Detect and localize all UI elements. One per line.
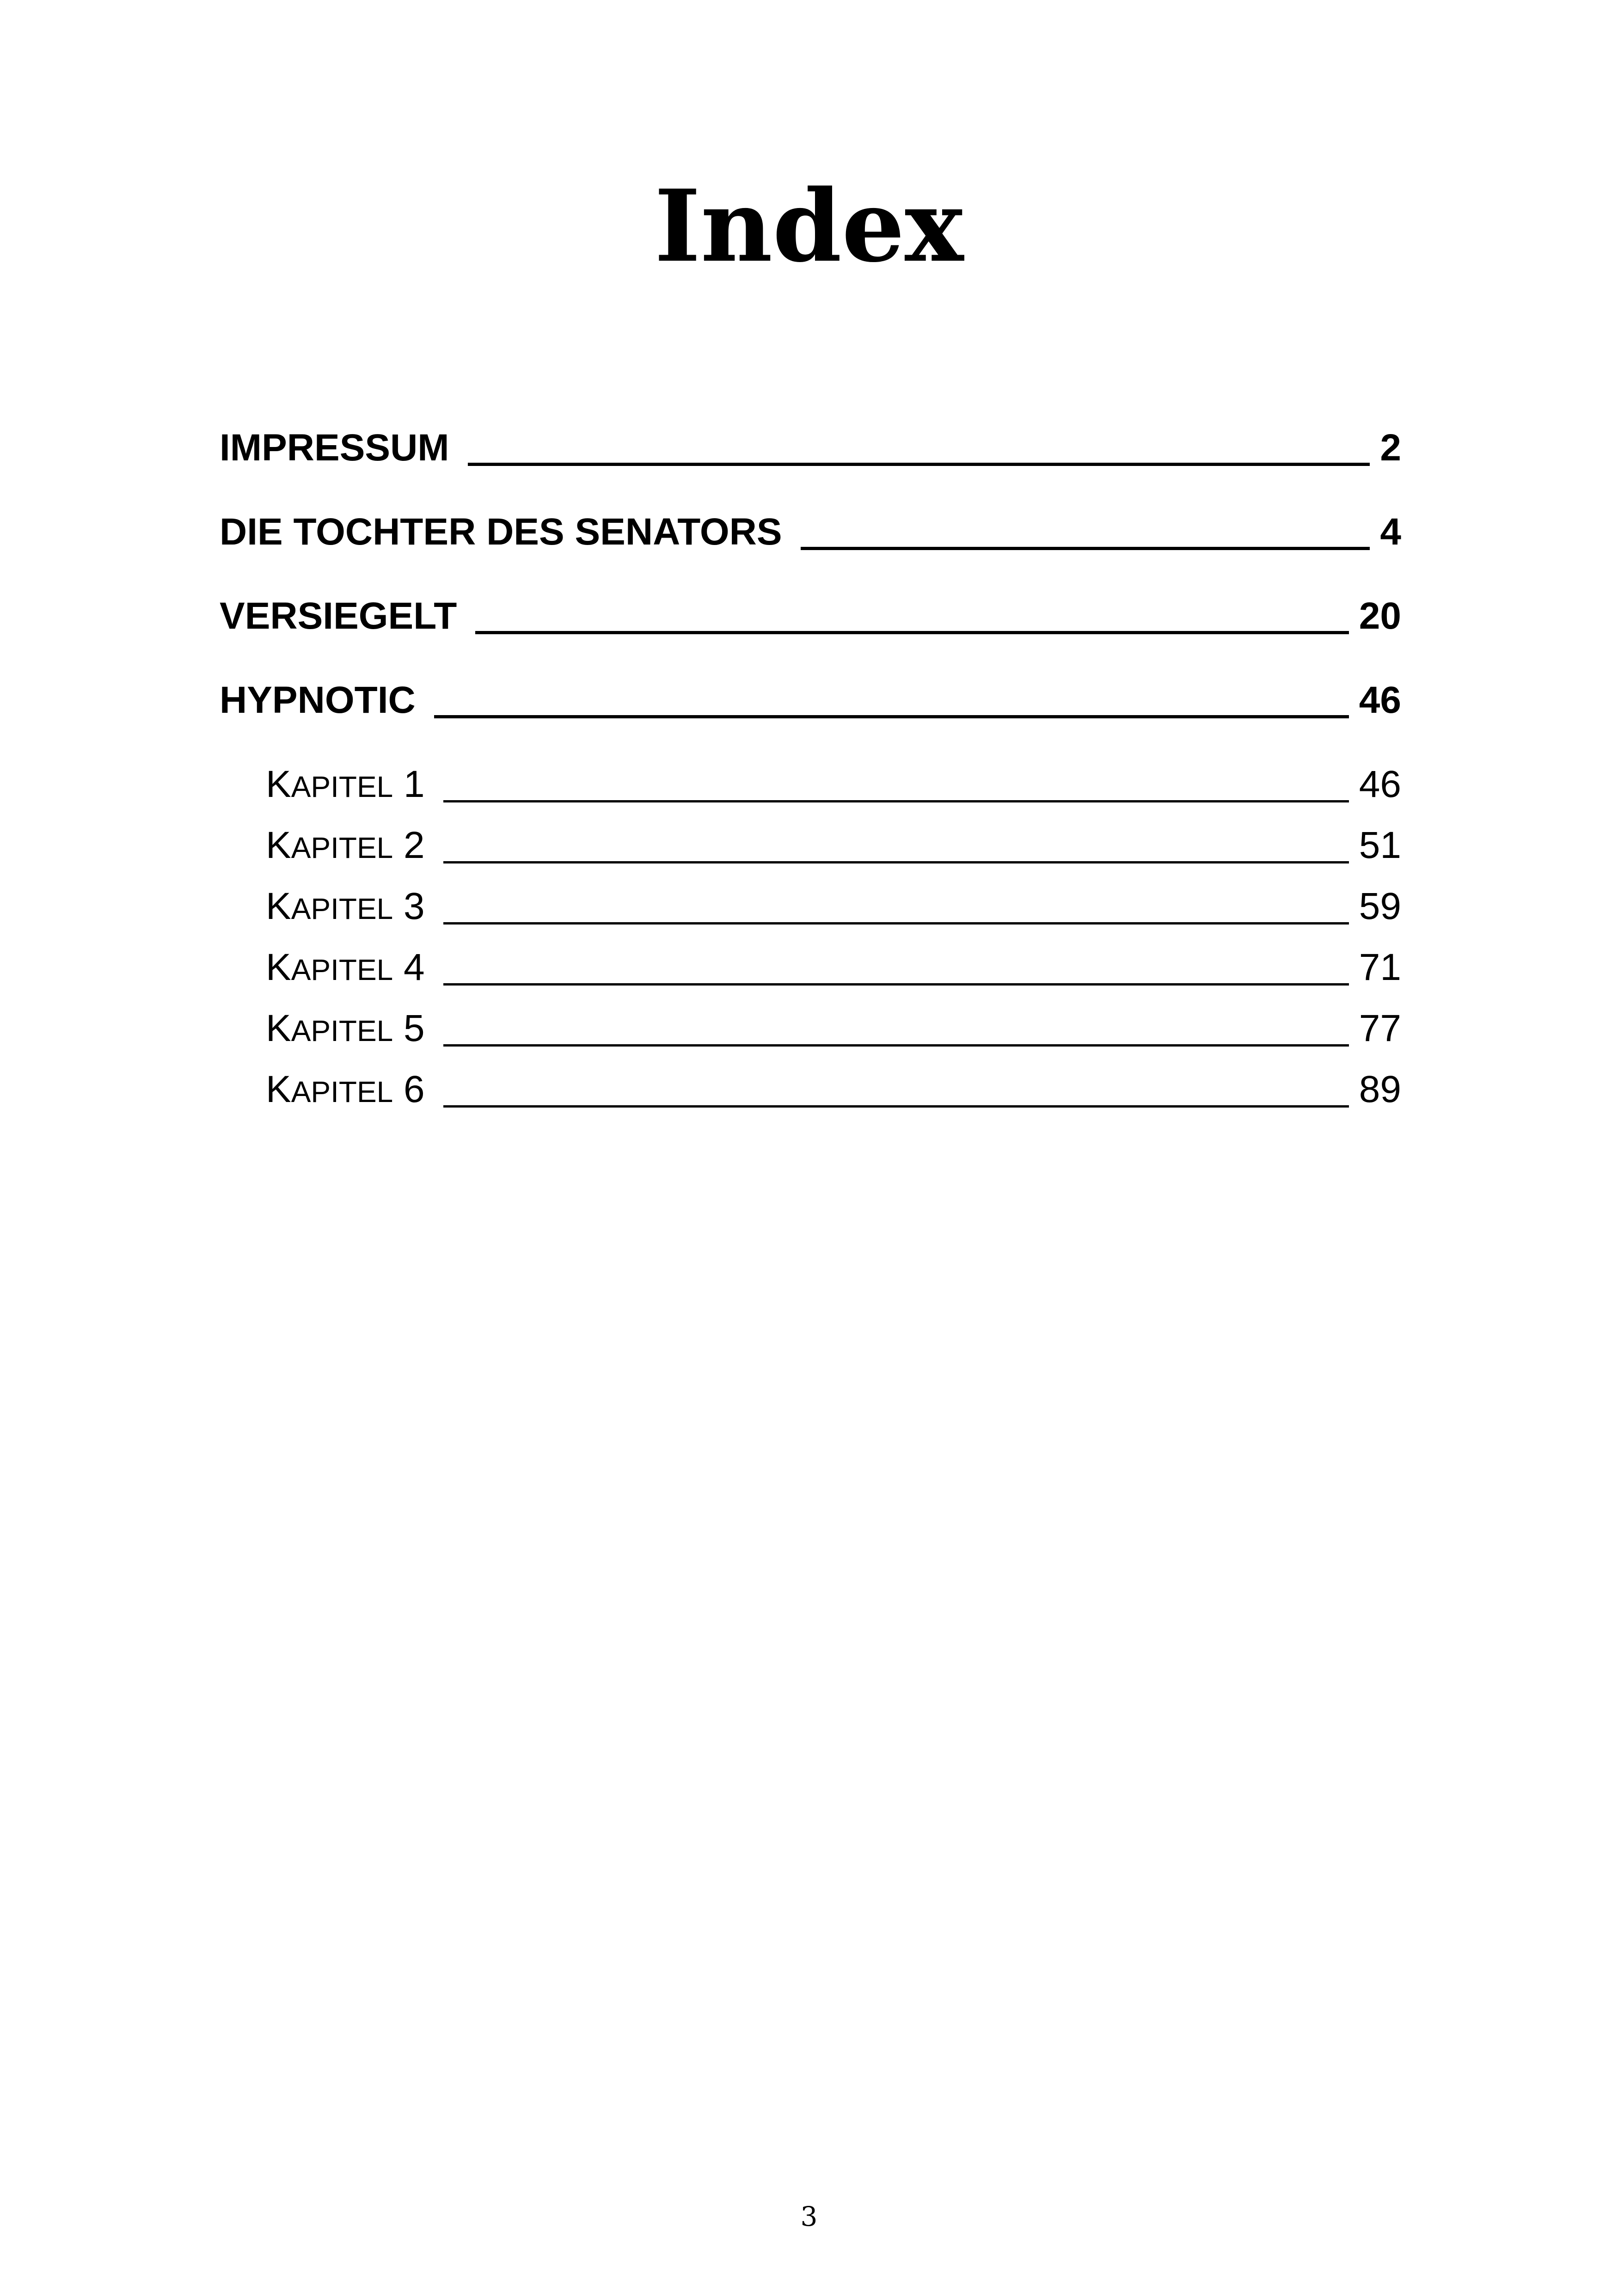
toc-leader-line	[443, 861, 1349, 863]
toc-leader-line	[443, 1044, 1349, 1047]
toc-leader-line	[443, 983, 1349, 986]
toc-leader-line	[443, 922, 1349, 925]
toc-subentry-page: 59	[1359, 885, 1401, 927]
toc-leader-line	[443, 1105, 1349, 1108]
toc-entry-label: IMPRESSUM	[220, 427, 449, 469]
toc-subentry[interactable]	[220, 992, 1401, 1052]
toc-leader-line	[468, 463, 1370, 466]
toc-subentry[interactable]	[220, 931, 1401, 991]
page-title: Index	[654, 168, 964, 284]
table-of-contents	[220, 0, 1401, 1202]
toc-entry[interactable]	[220, 580, 1401, 640]
toc-leader-line	[443, 800, 1349, 802]
toc-subentry[interactable]	[220, 809, 1401, 869]
toc-entry[interactable]	[220, 496, 1401, 556]
toc-entry-label: HYPNOTIC	[220, 679, 416, 721]
toc-entry-page: 20	[1359, 595, 1401, 637]
toc-entry-label: DIE TOCHTER DES SENATORS	[220, 511, 782, 553]
toc-subentry-label: KAPITEL 1	[266, 763, 425, 805]
toc-entry[interactable]	[220, 411, 1401, 471]
toc-leader-line	[434, 715, 1349, 718]
toc-subentry-label: KAPITEL 4	[266, 946, 425, 988]
toc-subentry-page: 71	[1359, 946, 1401, 988]
toc-subentry-label: KAPITEL 2	[266, 824, 425, 866]
toc-subentry[interactable]	[220, 870, 1401, 930]
toc-subentry-label: KAPITEL 5	[266, 1007, 425, 1049]
toc-entry-page: 4	[1380, 511, 1401, 553]
toc-leader-line	[801, 547, 1370, 550]
toc-subentry-label: KAPITEL 3	[266, 885, 425, 927]
toc-subentry-page: 51	[1359, 824, 1401, 866]
toc-entry[interactable]	[220, 664, 1401, 724]
toc-subentry-page: 46	[1359, 763, 1401, 805]
toc-subentry[interactable]	[220, 748, 1401, 808]
toc-entry-page: 2	[1380, 427, 1401, 469]
toc-subentry-page: 77	[1359, 1007, 1401, 1049]
toc-subentry-page: 89	[1359, 1068, 1401, 1110]
toc-subentry[interactable]	[220, 1053, 1401, 1113]
toc-entry-label: VERSIEGELT	[220, 595, 457, 637]
toc-entry-page: 46	[1359, 679, 1401, 721]
toc-subentry-label: KAPITEL 6	[266, 1068, 425, 1110]
toc-leader-line	[475, 631, 1348, 634]
page-number: 3	[800, 2201, 818, 2232]
